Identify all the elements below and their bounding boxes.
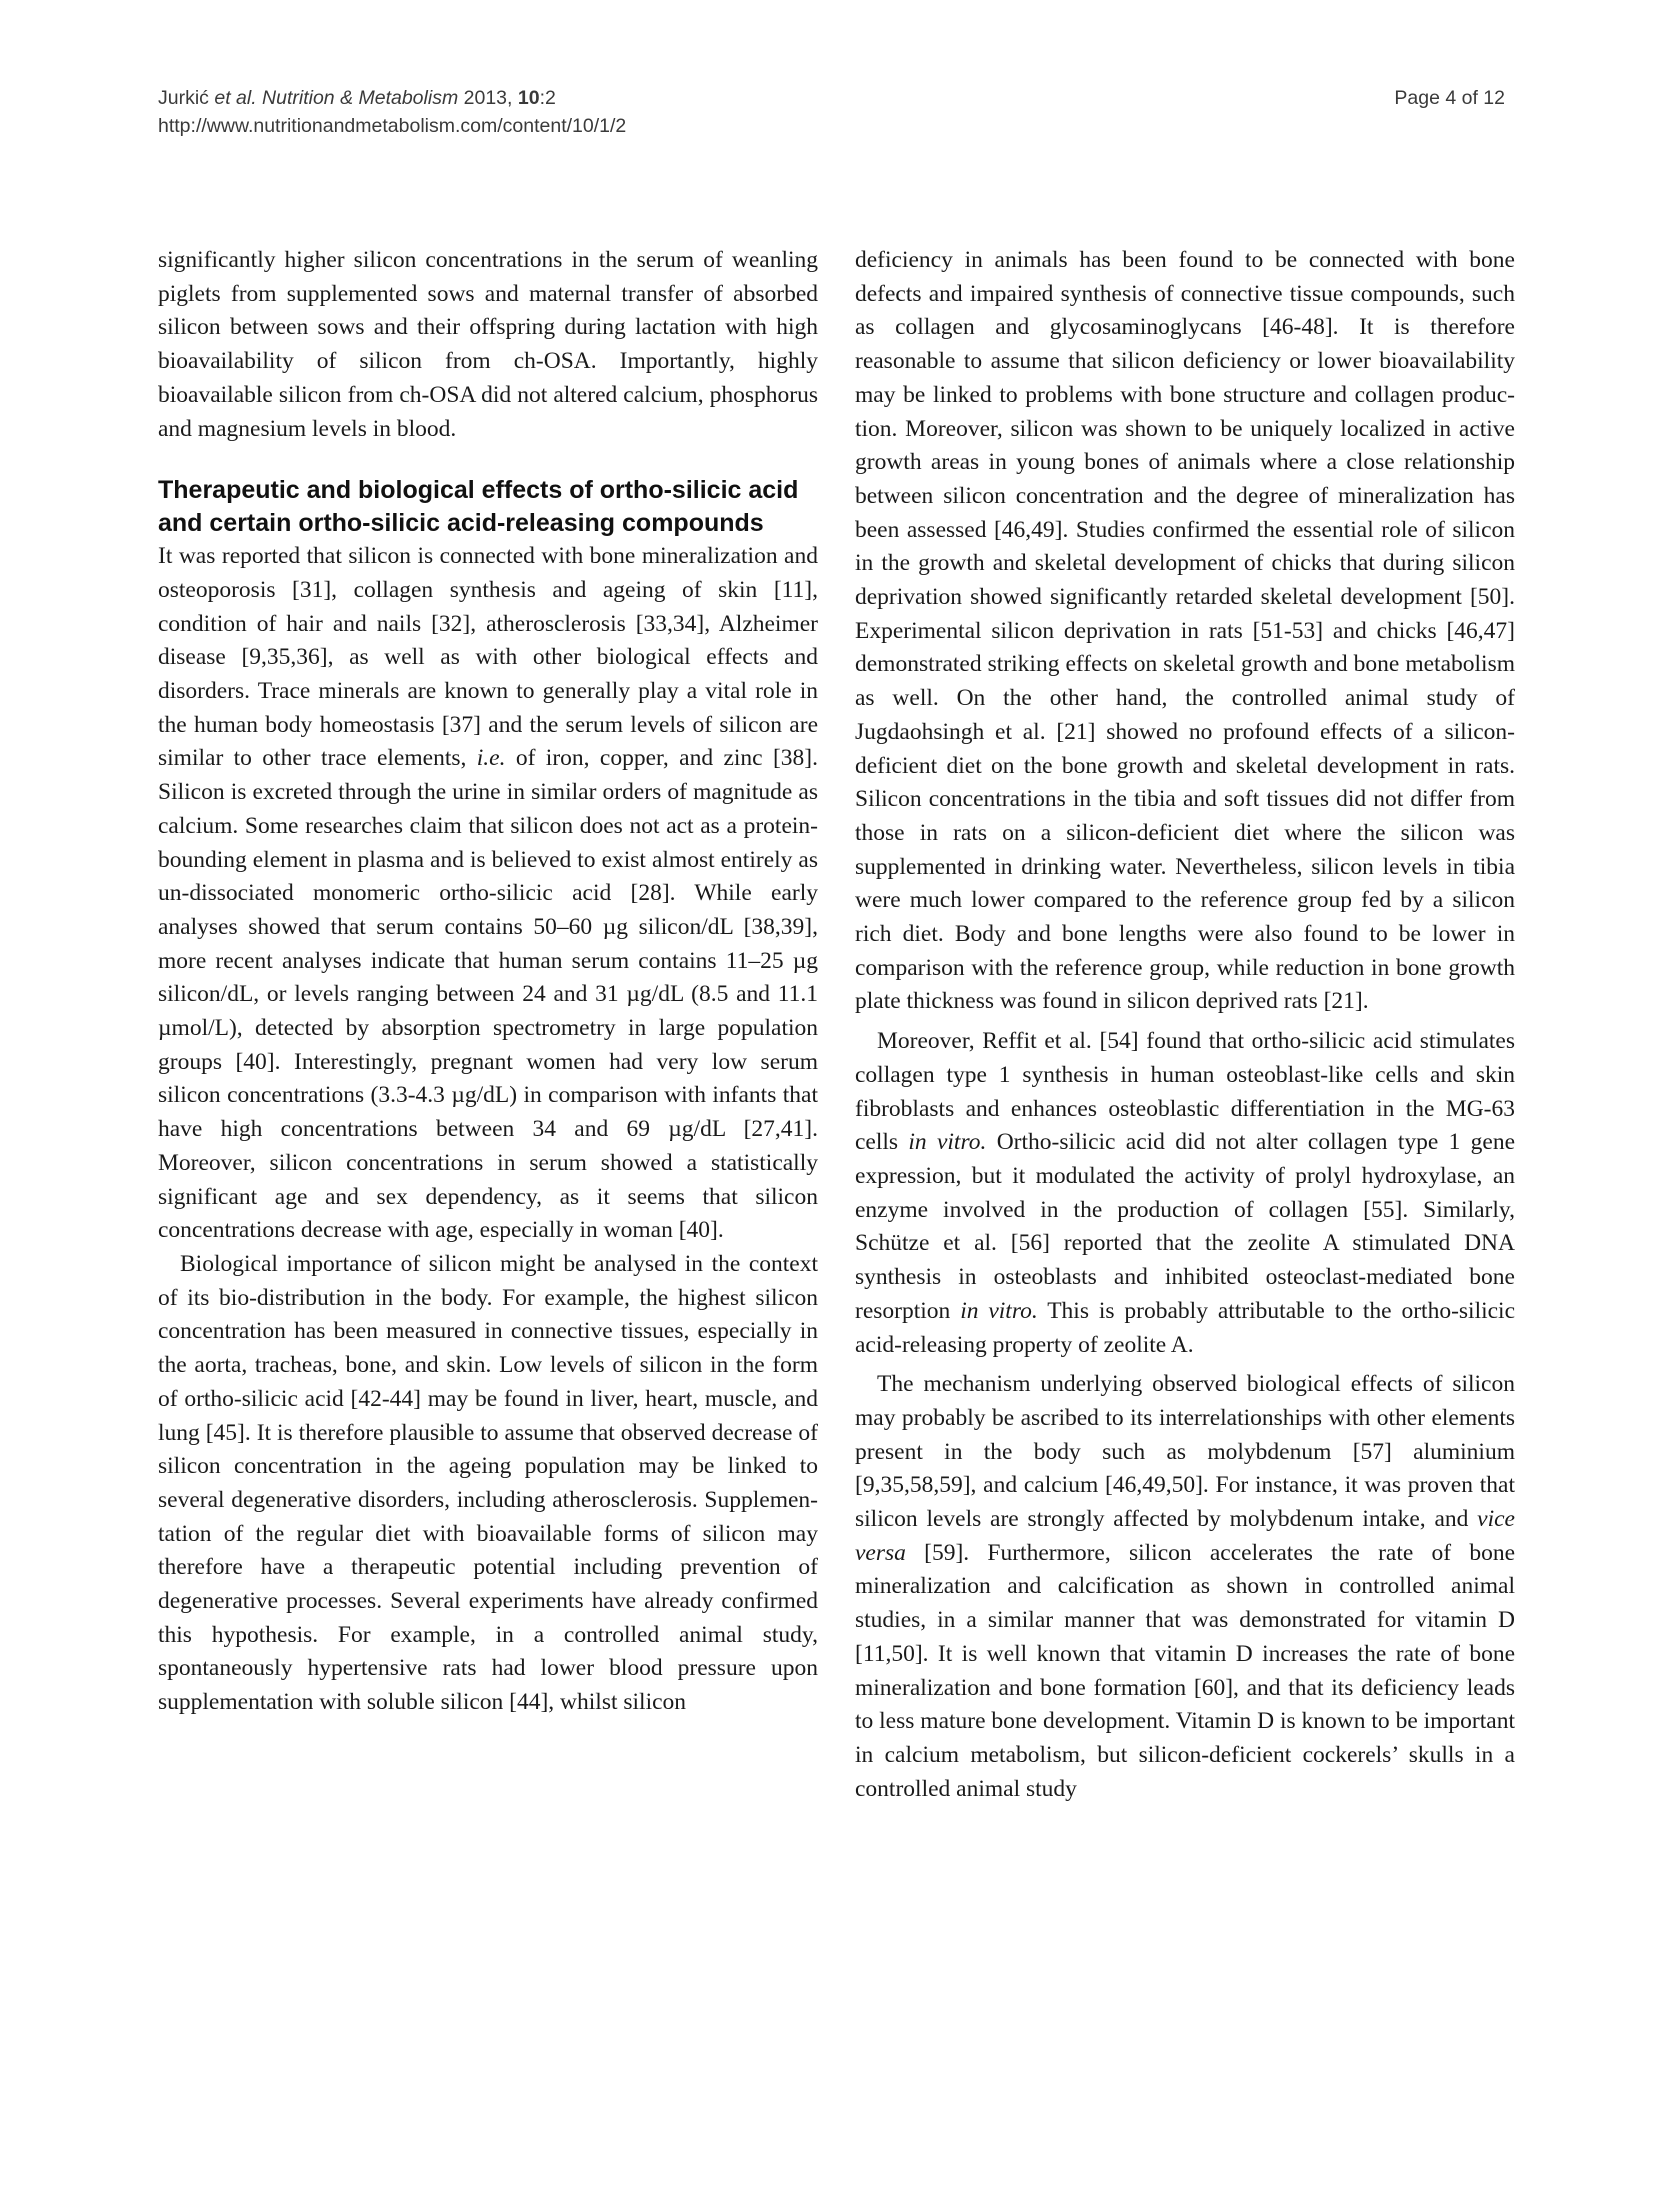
italic-text: vice versa [855, 1506, 1515, 1566]
right-column [855, 244, 1515, 1806]
italic-text: in vitro. [960, 1297, 1038, 1324]
paragraph [855, 1025, 1515, 1362]
header-volume: 10 [517, 87, 540, 109]
paragraph [855, 1368, 1515, 1806]
paragraph-text: Moreover, Reffit et al. [54] found that ortho-silicic acid stimulates collagen type 1 synthesis in human osteoblast-like cells and skin fibroblasts and enhances osteoblastic differentiation in the MG-63 cells [855, 1028, 1515, 1156]
italic-text: i.e. [476, 745, 506, 772]
header-year: 2013, [463, 87, 513, 109]
page-number: Page 4 of 12 [1394, 87, 1505, 109]
article-url[interactable]: http://www.nutritionandmetabolism.com/content/10/1/2 [158, 115, 627, 137]
header-issue: :2 [539, 87, 556, 109]
paragraph [158, 540, 818, 1248]
paragraph: deficiency in animals has been found to be connected with bone defects and impaired synthesis of connective tissue compounds, such as collagen and glycosaminoglycans [46-48]. It is therefore reasonable to assume that silicon deficiency or lower bioavailability may be linked to problems with bone structure and collagen production. Moreover, silicon was shown to be uniquely localized in active growth areas in young bones of animals where a close relationship between silicon concentration and the degree of mineralization has been assessed [46,49]. Studies confirmed the essential role of silicon in the growth and skeletal development of chicks that during silicon deprivation showed significantly retarded skeletal development [50]. Experimental silicon deprivation in rats [51-53] and chicks [46,47] demonstrated striking effects on skeletal growth and bone metabolism as well. On the other hand, the controlled animal study of Jugdaohsingh et al. [21] showed no profound effects of a silicon-deficient diet on the bone growth and skeletal development in rats. Silicon concentrations in the tibia and soft tissues did not differ from those in rats on a silicon-deficient diet where the silicon was supplemented in drinking water. Nevertheless, silicon levels in tibia were much lower compared to the reference group fed by a silicon rich diet. Body and bone lengths were also found to be lower in comparison with the reference group, while reduction in bone growth plate thickness was found in silicon deprived rats [21]. [855, 247, 1515, 1015]
paragraph-text: [59]. Furthermore, silicon accelerates the rate of bone mineralization and calcification as shown in controlled animal studies, in a similar manner that was demonstrated for vitamin D [11,50]. It is well known that vitamin D increases the rate of bone mineralization and bone formation [60], and that its deficiency leads to less mature bone development. Vitamin D is known to be important in calcium metabolism, but silicon-deficient cockerels’ skulls in a controlled animal study [855, 1539, 1515, 1802]
paragraph-text: The mechanism underlying observed biological effects of silicon may probably be ascribed to its interrelationships with other elements present in the body such as molybdenum [57] aluminium [9,35,58,59], and calcium [46,49,50]. For instance, it was proven that silicon levels are strongly affected by molybdenum intake, and [855, 1371, 1515, 1533]
left-column [158, 244, 818, 1720]
running-header [158, 84, 1505, 140]
paragraph-text: Ortho-silicic acid did not alter collagen type 1 gene expression, but it modulated the activity of prolyl hydroxylase, an enzyme involved in the production of collagen [55]. Similarly, Schütze et al. [56] reported that the zeolite A stimulated DNA synthesis in osteoblasts and inhibited osteoclast-mediated bone resorption [855, 1129, 1516, 1324]
paragraph-text: of iron, copper, and zinc [38]. Silicon is excreted through the urine in similar orders of magnitude as calcium. Some researches claim that silicon does not act as a protein-bounding element in plasma and is believed to exist almost entirely as un-dissociated monomeric ortho-silicic acid [28]. While early analyses showed that serum contains 50–60 µg silicon/dL [38,39], more recent analyses indicate that human serum contains 11–25 µg silicon/dL, or levels ranging between 24 and 31 µg/dL (8.5 and 11.1 µmol/L), detected by absorption spectrometry in large population groups [40]. Interestingly, pregnant women had very low serum silicon concentrations (3.3-4.3 µg/dL) in comparison with infants that have high concentrations between 34 and 69 µg/dL [27,41]. Moreover, silicon concentrations in serum showed a statistically significant age and sex dependency, as it seems that silicon concentrations decrease with age, especially in woman [40]. [158, 745, 818, 1244]
header-authors: Jurkić [158, 87, 209, 109]
section-heading: Therapeutic and biological effects of ortho-silicic acid and certain ortho-silicic acid-releasing compounds [158, 476, 799, 538]
citation-line [158, 84, 1505, 112]
paragraph-text: It was reported that silicon is connected with bone mineralization and osteoporosis [31], collagen synthesis and ageing of skin [11], condition of hair and nails [32], atherosclerosis [33,34], Alzheimer disease [9,35,36], as well as with other biological effects and disorders. Trace minerals are known to generally play a vital role in the human body homeostasis [37] and the serum levels of silicon are similar to other trace elements, [158, 543, 818, 772]
header-journal: et al. Nutrition & Metabolism [214, 87, 459, 109]
paragraph-text: This is probably attributable to the ortho-silicic acid-releasing property of zeolite A. [855, 1297, 1516, 1358]
paragraph: significantly higher silicon concentrations in the serum of weanling piglets from supplemented sows and maternal transfer of absorbed silicon between sows and their offspring during lactation with high bioavailability of silicon from ch-OSA. Importantly, highly bioavailable silicon from ch-OSA did not altered calcium, phosphorus and magnesium levels in blood. [158, 247, 818, 442]
italic-text: in vitro. [908, 1129, 987, 1156]
paragraph: Biological importance of silicon might be analysed in the context of its bio-distribution in the body. For example, the highest silicon concentration has been measured in connective tissues, especially in the aorta, tracheas, bone, and skin. Low levels of silicon in the form of ortho-silicic acid [42-44] may be found in liver, heart, muscle, and lung [45]. It is therefore plausible to assume that observed decrease of silicon concentration in the ageing population may be linked to several degenerative disorders, including atherosclerosis. Supplementation of the regular diet with bioavailable forms of silicon may therefore have a therapeutic potential including prevention of degenerative processes. Several experiments have already confirmed this hypothesis. For example, in a controlled animal study, spontaneously hypertensive rats had lower blood pressure upon supplementation with soluble silicon [44], whilst silicon [158, 1250, 818, 1716]
